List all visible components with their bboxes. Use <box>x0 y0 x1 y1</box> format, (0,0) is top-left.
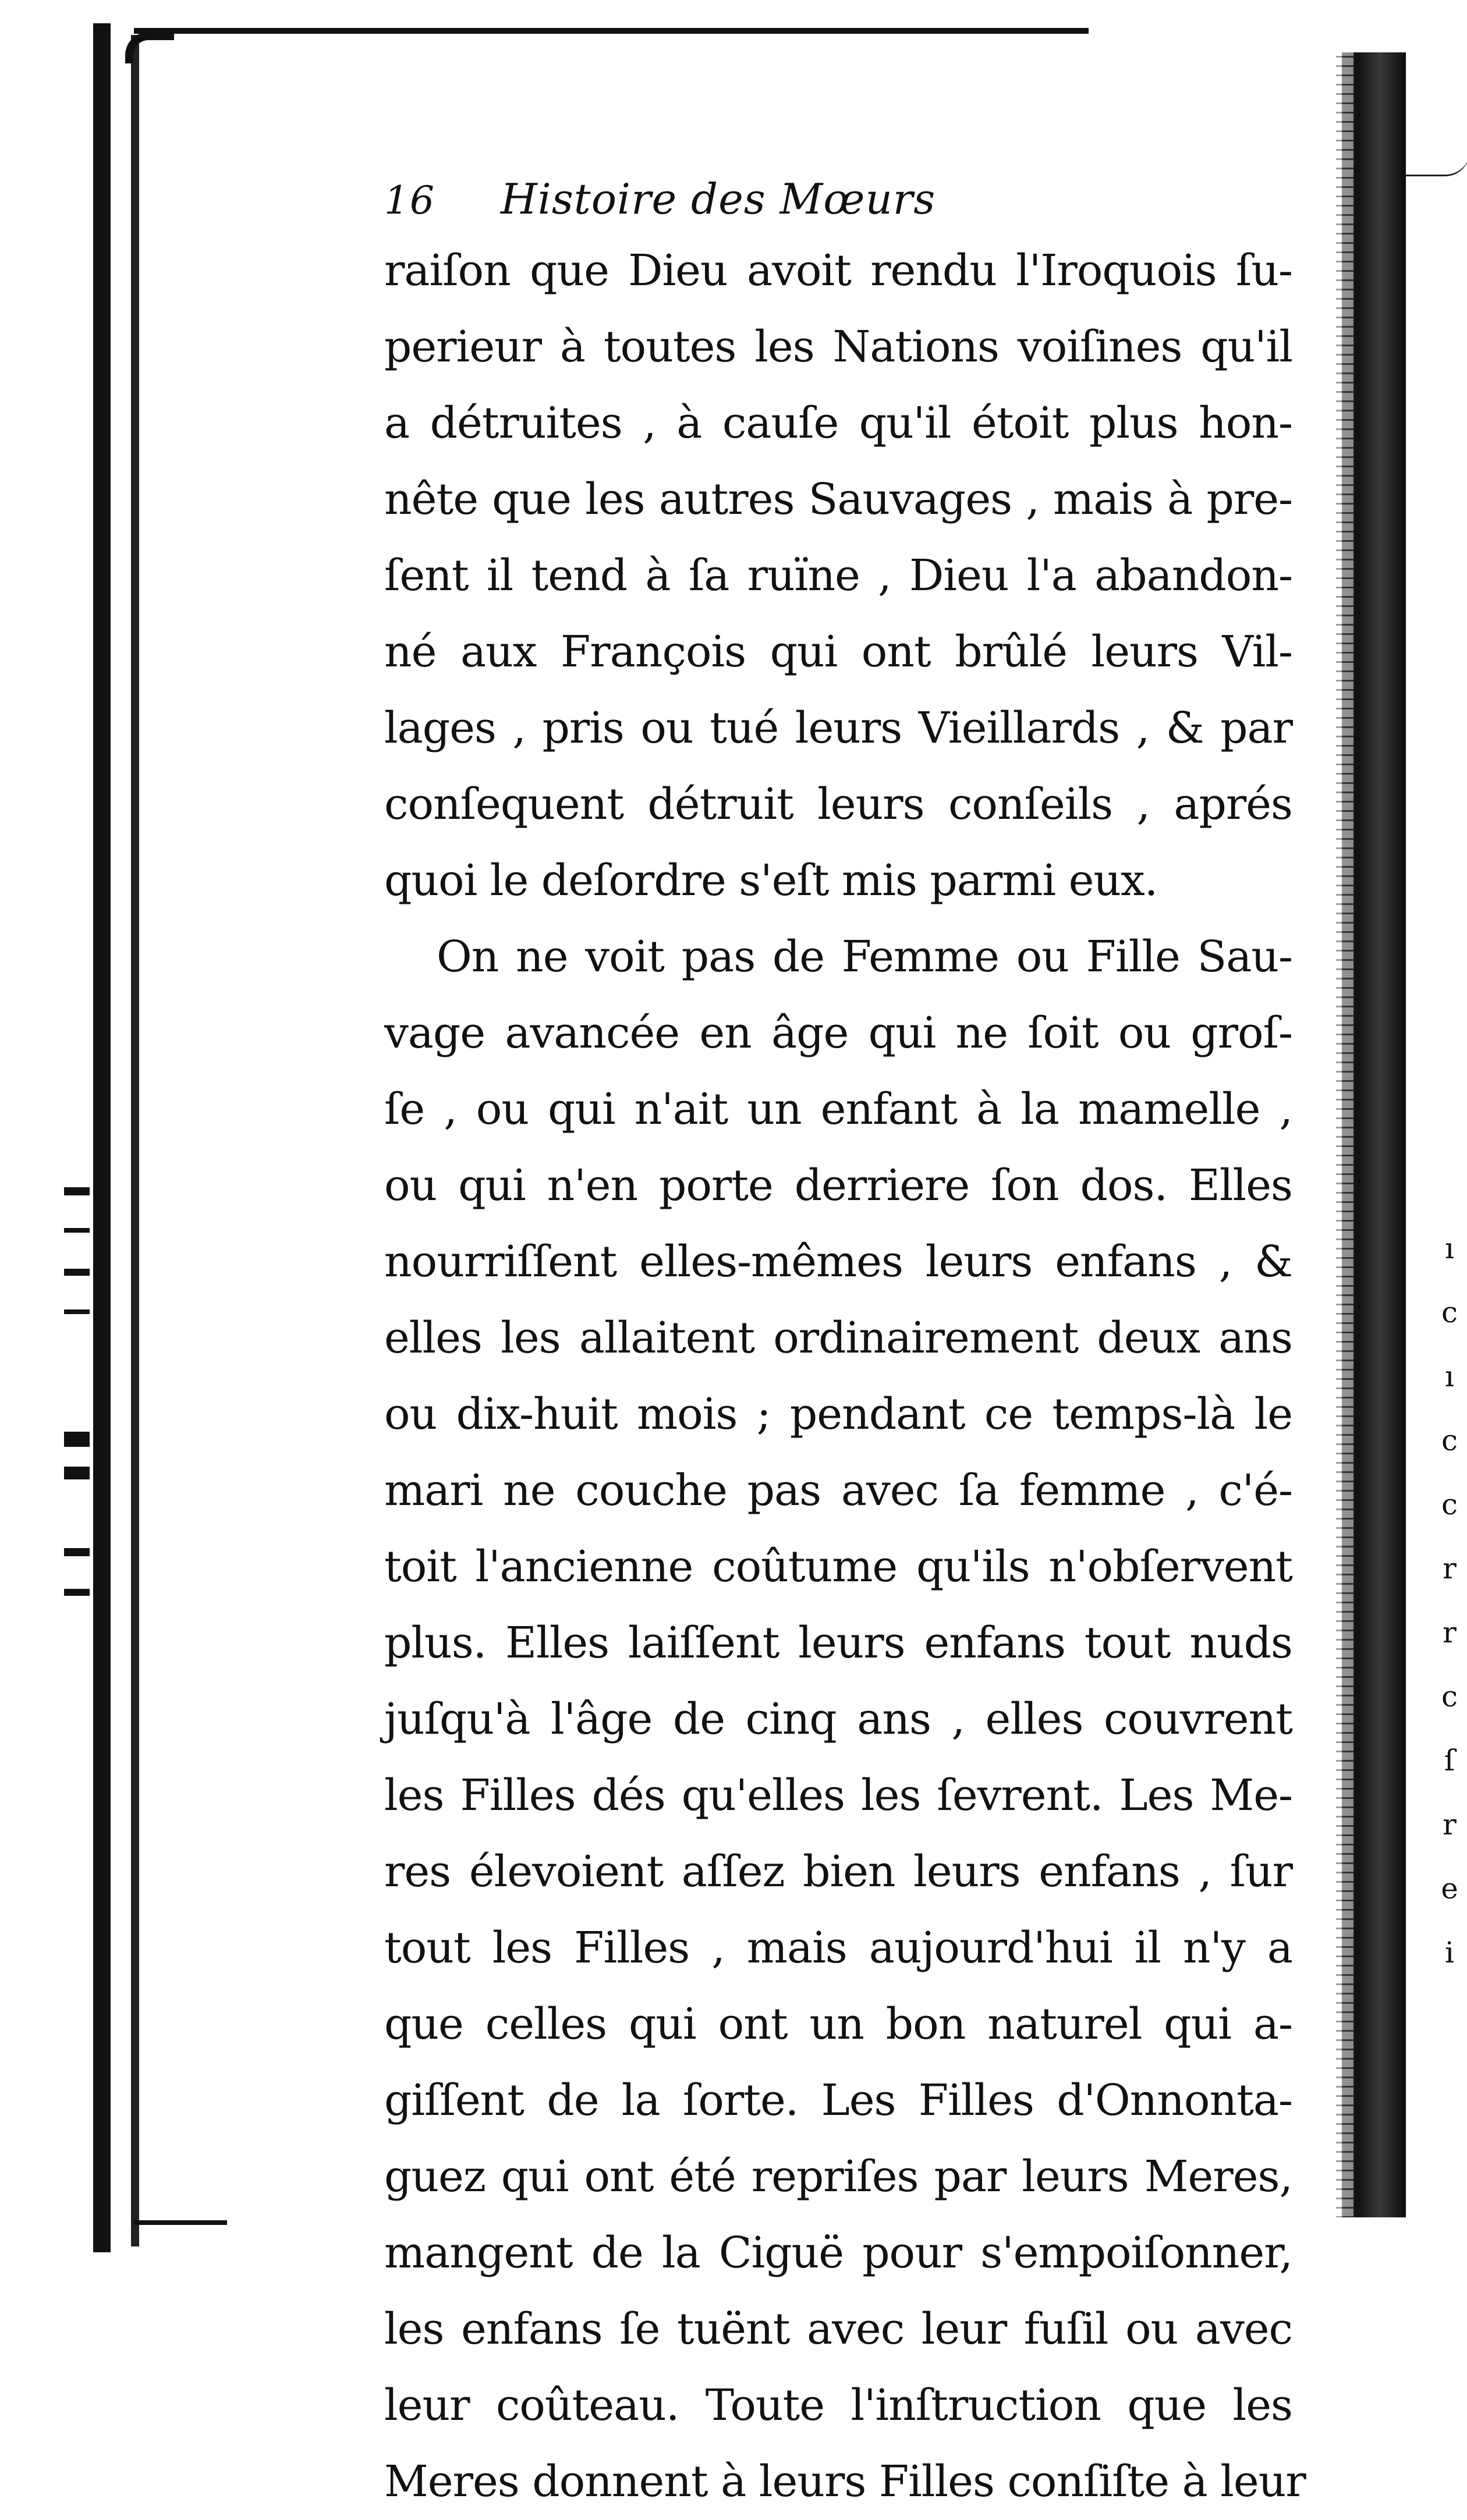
bleed-letter: i <box>1445 1936 1454 1969</box>
text-line: a détruites , à cauſe qu'il étoit plus hon- <box>384 398 1292 448</box>
margin-mark <box>64 1467 90 1479</box>
page-number: 16 <box>384 178 435 223</box>
bleed-letter: r <box>1443 1552 1457 1585</box>
text-line: guez qui ont été repriſes par leurs Meres, <box>384 2152 1292 2202</box>
text-line: elles les allaitent ordinairement deux ans <box>384 1313 1292 1363</box>
bleed-letter: e <box>1441 1872 1458 1905</box>
bleed-letter: ı <box>1445 1360 1454 1393</box>
text-line: quoi le deſordre s'eſt mis parmi eux. <box>384 856 1158 906</box>
facing-page-speckle <box>1336 52 1353 2217</box>
bleed-letter: r <box>1443 1808 1457 1841</box>
text-line: mari ne couche pas avec ſa femme , c'é- <box>384 1465 1292 1515</box>
margin-mark <box>64 1269 90 1276</box>
running-head: Histoire des Mœurs <box>501 175 936 223</box>
paragraph-2 <box>384 919 1316 2520</box>
bleed-letter: ſ <box>1444 1744 1455 1777</box>
page-header <box>384 175 1316 233</box>
text-line: ſent il tend à ſa ruïne , Dieu l'a abandon- <box>384 551 1292 601</box>
bleed-letter: r <box>1443 1616 1457 1649</box>
text-line: nête que les autres Sauvages , mais à pre- <box>384 474 1292 524</box>
paragraph-1 <box>384 233 1316 919</box>
text-line: les enfans ſe tuënt avec leur fuſil ou avec <box>384 2304 1292 2354</box>
page-edge-line <box>131 35 139 2246</box>
facing-page-bleed-letters <box>1438 1216 1461 1985</box>
bleed-letter: c <box>1441 1680 1458 1713</box>
text-line: toit l'ancienne coûtume qu'ils n'obſervent <box>384 1542 1292 1592</box>
text-line: mangent de la Ciguë pour s'empoiſonner, <box>384 2228 1292 2278</box>
text-line: ou qui n'en porte derriere ſon dos. Elles <box>384 1160 1292 1211</box>
text-line: vage avancée en âge qui ne ſoit ou groſ- <box>384 1008 1292 1058</box>
text-line: res élevoient aſſez bien leurs enfans , ſur <box>384 1847 1292 1897</box>
text-line: nourriſſent elles-mêmes leurs enfans , & <box>384 1237 1292 1287</box>
margin-mark <box>64 1589 90 1596</box>
bleed-letter: c <box>1441 1296 1458 1329</box>
top-edge-rule <box>134 28 1089 34</box>
text-line: giſſent de la ſorte. Les Filles d'Onnonta- <box>384 2075 1292 2125</box>
margin-mark <box>64 1309 90 1314</box>
text-line: Meres donnent à leurs Filles conſiſte à leur <box>384 2457 1306 2507</box>
text-block <box>384 175 1316 2520</box>
text-line: les Filles dés qu'elles les ſevrent. Les Me- <box>384 1770 1292 1820</box>
margin-stroke <box>1406 151 1467 176</box>
bleed-letter: c <box>1441 1424 1458 1457</box>
text-line: On ne voit pas de Femme ou Fille Sau- <box>437 932 1292 982</box>
text-line: ou dix-huit mois ; pendant ce temps-là le <box>384 1389 1292 1439</box>
text-line: lages , pris ou tué leurs Vieillards , & par <box>384 703 1292 753</box>
text-line: juſqu'à l'âge de cinq ans , elles couvrent <box>384 1694 1292 1744</box>
text-line: raiſon que Dieu avoit rendu l'Iroquois ſu- <box>384 246 1292 296</box>
margin-mark <box>64 1548 90 1556</box>
text-line: tout les Filles , mais aujourd'hui il n'y a <box>384 1923 1292 1973</box>
binding-shadow <box>93 23 111 2252</box>
bleed-letter: c <box>1441 1488 1458 1521</box>
margin-mark <box>64 1432 90 1447</box>
text-line: conſequent détruit leurs conſeils , aprés <box>384 779 1292 829</box>
text-line: né aux François qui ont brûlé leurs Vil- <box>384 627 1292 677</box>
bottom-edge-rule <box>134 2220 227 2225</box>
text-line: leur coûteau. Toute l'inſtruction que les <box>384 2380 1292 2430</box>
margin-mark <box>64 1187 90 1195</box>
text-line: que celles qui ont un bon naturel qui a- <box>384 1999 1292 2049</box>
text-line: ſe , ou qui n'ait un enfant à la mamelle , <box>384 1084 1292 1134</box>
bleed-letter: ı <box>1445 1231 1454 1265</box>
text-line: plus. Elles laiſſent leurs enfans tout nuds <box>384 1618 1292 1668</box>
margin-mark <box>64 1228 90 1233</box>
text-line: perieur à toutes les Nations voiſines qu'il <box>384 322 1292 372</box>
